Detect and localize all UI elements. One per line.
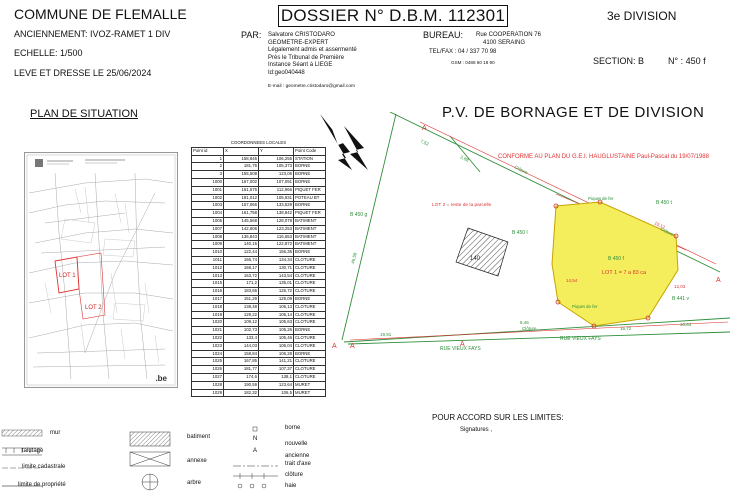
cadastral-limits [342, 112, 730, 344]
table-row [192, 319, 326, 327]
legend-wall: mur [50, 430, 61, 436]
table-cell: 1004 [192, 210, 224, 218]
table-cell: 122,872 [259, 241, 294, 249]
bureau-label: BUREAU: [423, 30, 464, 40]
legend-fence: clôture [285, 472, 304, 478]
table-cell: 102,73 [224, 327, 259, 335]
table-cell: CLOTURE [294, 288, 326, 296]
table-cell: 116,653 [259, 233, 294, 241]
parcel-b450l: B 450 l [512, 230, 528, 236]
table-cell: 106,28 [259, 350, 294, 358]
table-row [192, 225, 326, 233]
table-cell: CLOTURE [294, 366, 326, 374]
table-row [192, 186, 326, 194]
table-row [192, 249, 326, 257]
fence-label: Clôture [659, 226, 675, 238]
table-cell: 1011 [192, 256, 224, 264]
table-row [192, 280, 326, 288]
table-cell: 133,4 [224, 334, 259, 342]
table-cell: 181,012 [224, 194, 259, 202]
table-row [192, 342, 326, 350]
table-row [192, 350, 326, 358]
table-cell: 158,84 [224, 350, 259, 358]
table-cell: CLOTURE [294, 280, 326, 288]
table-cell: 181,77 [224, 366, 259, 374]
wall-symbol-icon [2, 430, 42, 436]
table-cell: POTEAU BT [294, 194, 326, 202]
table-row [192, 194, 326, 202]
legend-new: nouvelle [285, 441, 308, 447]
table-cell: 1001 [192, 186, 224, 194]
table-cell: 158,17 [224, 264, 259, 272]
marker-a: A [460, 341, 465, 348]
table-cell: MURET [294, 381, 326, 389]
table-cell: 1029 [192, 389, 224, 397]
table-cell: 1000 [192, 178, 224, 186]
table-row [192, 210, 326, 218]
table-cell: 1007 [192, 225, 224, 233]
table-cell: 145,568 [224, 217, 259, 225]
boundary-stone-symbol-icon [253, 427, 257, 431]
situation-logo: .be [155, 374, 167, 383]
table-cell: 126,72 [259, 288, 294, 296]
table-cell: CLOTURE [294, 303, 326, 311]
table-cell: 105,46 [259, 334, 294, 342]
table-cell: PIQUET FER [294, 210, 326, 218]
building-symbol-icon [130, 432, 170, 446]
legend-property-limit: limite de propriété [18, 482, 66, 488]
coordinates-table [191, 140, 326, 397]
table-row [192, 358, 326, 366]
situation-map-drawing [25, 153, 177, 387]
street-label: RUE VIEUX FAYS [560, 336, 601, 342]
table-cell: 105,26 [259, 327, 294, 335]
table-cell: 123,64 [259, 381, 294, 389]
table-cell: 1026 [192, 366, 224, 374]
table-cell: 174,6 [224, 373, 259, 381]
table-cell: BORNE [294, 178, 326, 186]
table-row [192, 381, 326, 389]
table-cell: BORNE [294, 202, 326, 210]
table-cell: 153,72 [224, 272, 259, 280]
table-row [192, 272, 326, 280]
situation-map [24, 152, 178, 388]
surveyor-line: GEOMETRE-EXPERT [268, 39, 329, 46]
table-row [192, 233, 326, 241]
table-row [192, 264, 326, 272]
table-cell: 138,842 [259, 210, 294, 218]
legend-a-symbol: A [253, 448, 258, 454]
table-cell: 1010 [192, 249, 224, 257]
table-cell: CLOTURE [294, 256, 326, 264]
table-cell: 1024 [192, 350, 224, 358]
table-cell: BATIMENT [294, 217, 326, 225]
col-header: X [224, 147, 259, 155]
table-cell: 134,34 [259, 256, 294, 264]
table-cell: 1008 [192, 233, 224, 241]
fence-symbol-icon [233, 473, 278, 479]
bureau-street: Rue COOPERATION 76 [476, 32, 541, 38]
table-row [192, 155, 326, 163]
par-label: PAR: [241, 30, 262, 40]
marker-a: A [422, 125, 427, 132]
table-cell: 157,066 [224, 202, 259, 210]
boundary-plan [320, 112, 736, 404]
table-cell: 1019 [192, 311, 224, 319]
north-arrow-icon [320, 114, 368, 170]
table-row [192, 366, 326, 374]
table-cell: 109,12 [224, 319, 259, 327]
table-cell: 107,37 [259, 366, 294, 374]
region-logo-icon [35, 159, 43, 167]
table-cell: 112,966 [259, 186, 294, 194]
table-row [192, 389, 326, 397]
table-cell: 105,931 [259, 194, 294, 202]
building-140 [456, 228, 508, 276]
table-cell: 1017 [192, 295, 224, 303]
table-cell: BORNE [294, 249, 326, 257]
table-cell: 123,06 [259, 171, 294, 179]
gsm-line: GSM : 0486 60 18 90 [451, 60, 495, 65]
fence-label: Clôture [513, 164, 529, 176]
col-header: Point id [192, 147, 224, 155]
svg-text:7,52: 7,52 [419, 138, 430, 147]
signatures-label: Signatures , [460, 427, 493, 433]
echelle-label: ECHELLE: 1/500 [14, 48, 83, 58]
table-cell: 167,85 [224, 358, 259, 366]
marker-a: A [716, 277, 721, 284]
surveyor-line: Légalement admis et assermenté [268, 47, 357, 54]
tree-symbol-icon [142, 474, 158, 490]
surveyor-line: Instance Séant à LIEGE [268, 62, 333, 69]
street-label: RUE VIEUX FAYS [440, 346, 481, 352]
section-label: SECTION: B [593, 56, 645, 66]
table-cell: 129,22 [224, 311, 259, 319]
table-cell: 1016 [192, 288, 224, 296]
table-cell: 1003 [192, 202, 224, 210]
iron-stake-label: Piquet de fer [572, 304, 598, 309]
building-number: 140 [470, 256, 481, 262]
table-cell: 151,29 [224, 295, 259, 303]
table-cell: 1018 [192, 303, 224, 311]
surveyor-info [268, 32, 357, 78]
table-row [192, 178, 326, 186]
table-cell: CLOTURE [294, 319, 326, 327]
legend-annex: annexe [187, 458, 207, 464]
table-cell: 135,01 [259, 280, 294, 288]
legend-hedge: haie [285, 483, 297, 489]
situation-title: PLAN DE SITUATION [30, 108, 138, 120]
table-row [192, 163, 326, 171]
svg-text:10,64: 10,64 [680, 322, 692, 327]
table-cell: 123,253 [259, 225, 294, 233]
table-cell: 182,32 [224, 389, 259, 397]
ancien-label: ANCIENNEMENT: IVOZ-RAMET 1 DIV [14, 29, 171, 39]
surveyor-line: Près le Tribunal de Première [268, 54, 345, 61]
table-cell: 144,03 [224, 342, 259, 350]
marker-a: A [350, 343, 355, 350]
svg-text:10,12: 10,12 [653, 220, 666, 230]
svg-text:46,58: 46,58 [350, 252, 358, 265]
table-cell: CLOTURE [294, 311, 326, 319]
table-cell: 133,529 [259, 202, 294, 210]
plan-title: P.V. DE BORNAGE ET DE DIVISION [442, 104, 705, 121]
commune-name: COMMUNE DE FLEMALLE [14, 6, 187, 22]
table-cell: 1 [192, 155, 224, 163]
table-cell: 1022 [192, 334, 224, 342]
hedge-symbol-icon [238, 484, 266, 488]
table-row [192, 256, 326, 264]
table-cell: 1002 [192, 194, 224, 202]
table-cell: CLOTURE [294, 358, 326, 366]
table-cell: 1005 [192, 217, 224, 225]
table-cell: 141,21 [259, 358, 294, 366]
table-cell: 143,54 [259, 272, 294, 280]
table-cell: CLOTURE [294, 373, 326, 381]
table-cell: BATIMENT [294, 241, 326, 249]
table-cell: BORNE [294, 163, 326, 171]
table-row [192, 373, 326, 381]
table-cell: 1009 [192, 241, 224, 249]
surveyor-line: Id:geo040448 [268, 69, 305, 76]
table-cell: 142,606 [224, 225, 259, 233]
table-cell: 3 [192, 171, 224, 179]
bureau-city: 4100 SERAING [483, 40, 526, 46]
table-cell: 1012 [192, 264, 224, 272]
table-cell: 106,14 [259, 311, 294, 319]
table-row [192, 217, 326, 225]
table-row [192, 303, 326, 311]
table-cell: 140,15 [224, 241, 259, 249]
table-cell: BORNE [294, 295, 326, 303]
parcel-number: N° : 450 f [668, 56, 706, 66]
legend-slope: talutage [22, 448, 44, 454]
table-cell: 107,091 [259, 178, 294, 186]
table-cell: 1027 [192, 373, 224, 381]
table-cell: BORNE [294, 171, 326, 179]
table-cell: BORNE [294, 327, 326, 335]
svg-text:16,72: 16,72 [620, 326, 632, 331]
coordinates-table-title: COORDONNEES LOCALES [230, 140, 287, 145]
tel-line: TEL/FAX : 04 / 337 70 98 [429, 49, 497, 55]
parcel-b450f: B 450 f [608, 256, 624, 262]
table-cell: 1020 [192, 319, 224, 327]
division-label: 3e DIVISION [607, 9, 677, 23]
table-cell: 155,508 [224, 171, 259, 179]
legend-cadastral-limit: limite cadastrale [22, 464, 66, 470]
svg-text:8,46: 8,46 [520, 320, 529, 325]
table-cell: 161,758 [224, 210, 259, 218]
coordinates-table-body [192, 155, 326, 397]
situation-lot1: LOT 1 [59, 273, 76, 279]
table-row [192, 311, 326, 319]
table-cell: 138,1 [259, 373, 294, 381]
table-cell: 105,63 [259, 319, 294, 327]
table-cell: 158,845 [224, 155, 259, 163]
lot1-note: LOT 1 = 7 a 83 ca [602, 270, 647, 276]
accord-title: POUR ACCORD SUR LES LIMITES: [432, 413, 564, 422]
table-cell: 1028 [192, 381, 224, 389]
coordinates-table-header [192, 147, 326, 155]
table-row [192, 288, 326, 296]
table-cell: 125,09 [259, 295, 294, 303]
lot2-note: LOT 2 = reste de la parcelle [432, 203, 492, 208]
table-row [192, 241, 326, 249]
table-cell: 183,66 [224, 288, 259, 296]
table-cell: 105,373 [259, 163, 294, 171]
table-cell: BORNE [294, 350, 326, 358]
table-cell: 138,48 [224, 303, 259, 311]
table-row [192, 171, 326, 179]
legend-building: batiment [187, 434, 211, 440]
iron-stake-label: Piquet de fer [588, 196, 614, 201]
table-cell: 106,5 [259, 389, 294, 397]
table-cell: BATIMENT [294, 233, 326, 241]
svg-text:14,54: 14,54 [566, 278, 578, 283]
parcel-b441v: B 441 v [672, 296, 689, 302]
lot1-area [552, 202, 678, 326]
table-cell: 1015 [192, 280, 224, 288]
table-cell: 128,078 [259, 217, 294, 225]
legend-axis-line: trait d'axe [285, 461, 311, 467]
table-cell: 181,75 [224, 163, 259, 171]
table-cell: 106,255 [259, 155, 294, 163]
parcel-b450g: B 450 g [350, 212, 368, 218]
legend-tree: arbre [187, 480, 202, 486]
table-cell: 122,44 [224, 249, 259, 257]
table-cell: STATION [294, 155, 326, 163]
table-cell: 2 [192, 163, 224, 171]
table-cell: 190,59 [224, 381, 259, 389]
table-cell: 106,04 [259, 342, 294, 350]
svg-text:19,91: 19,91 [380, 332, 392, 337]
table-cell: 130,71 [259, 264, 294, 272]
parcel-b450t: B 450 t [656, 200, 672, 206]
table-row [192, 295, 326, 303]
table-cell: CLOTURE [294, 264, 326, 272]
table-cell: CLOTURE [294, 334, 326, 342]
table-cell: 161,575 [224, 186, 259, 194]
surveyor-line: Salvatore CRISTODARO [268, 32, 335, 38]
legend-old: ancienne [285, 453, 310, 459]
legend-boundary-stone: borne [285, 425, 301, 431]
situation-lot2: LOT 2 [85, 305, 102, 311]
table-cell: 171,2 [224, 280, 259, 288]
svg-text:2,88: 2,88 [459, 154, 470, 163]
table-row [192, 202, 326, 210]
col-header: Y [259, 147, 294, 155]
fence-label: Clôture [522, 326, 537, 331]
table-row [192, 334, 326, 342]
email-line: E-mail : geometre.cristodaro@gmail.com [268, 84, 355, 89]
table-cell: PIQUET FER [294, 186, 326, 194]
table-cell: 1013 [192, 272, 224, 280]
table-cell: 167,002 [224, 178, 259, 186]
table-cell: CLOTURE [294, 342, 326, 350]
table-cell: BATIMENT [294, 225, 326, 233]
col-header: Point Code [294, 147, 326, 155]
table-cell: 156,36 [259, 249, 294, 257]
table-cell: 136,843 [224, 233, 259, 241]
leve-label: LEVE ET DRESSE LE 25/06/2024 [14, 68, 152, 78]
marker-a: A [332, 343, 337, 350]
legend [0, 422, 400, 501]
legend-n-symbol: N [253, 436, 258, 442]
table-cell: CLOTURE [294, 272, 326, 280]
svg-text:12,03: 12,03 [674, 284, 686, 289]
conforme-note: CONFORME AU PLAN DU G.E.I. HAUGLUSTAINE Paul-Pascal du 19/07/1988 [498, 154, 709, 160]
table-row [192, 327, 326, 335]
table-cell: 1025 [192, 358, 224, 366]
table-cell: 106,13 [259, 303, 294, 311]
table-cell: 1021 [192, 327, 224, 335]
table-cell: MURET [294, 389, 326, 397]
dossier-number: DOSSIER N° D.B.M. 112301 [278, 5, 508, 27]
table-cell: 1023 [192, 342, 224, 350]
table-cell: 156,74 [224, 256, 259, 264]
